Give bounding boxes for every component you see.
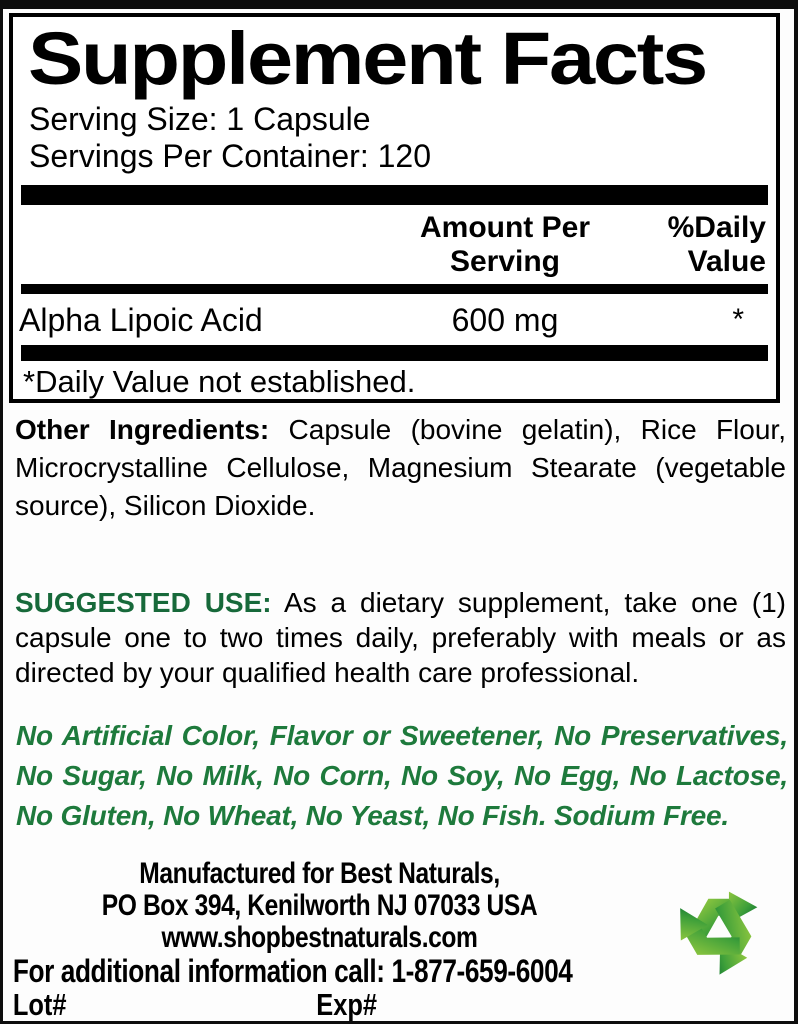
manufactured-for-line: Manufactured for Best Naturals,	[139, 857, 500, 890]
website-line: www.shopbestnaturals.com	[161, 921, 478, 954]
header-amount-per-serving: Amount Per Serving	[419, 211, 590, 278]
ingredient-name: Alpha Lipoic Acid	[19, 302, 263, 338]
address-line: PO Box 394, Kenilworth NJ 07033 USA	[101, 889, 538, 922]
supplement-facts-panel	[9, 13, 780, 403]
suggested-use-paragraph	[15, 585, 786, 690]
suggested-use-text: As a dietary supplement, take one (1) capsule one to two times daily, preferably with meals or as directed by your qualified health care professional.	[15, 587, 786, 688]
exp-date-label: Exp#	[316, 987, 378, 1022]
panel-title: Supplement Facts	[27, 17, 706, 100]
lot-number-label: Lot#	[12, 987, 67, 1022]
recycle-icon	[648, 854, 790, 1006]
serving-size: Serving Size: 1 Capsule	[29, 101, 371, 137]
other-ingredients-text: Capsule (bovine gelatin), Rice Flour, Microcrystalline Cellulose, Magnesium Stearate (vegetable source), Silicon Dioxide.	[15, 414, 786, 521]
divider-bar-thick	[21, 185, 768, 205]
servings-per-container: Servings Per Container: 120	[29, 138, 431, 174]
lot-exp-row	[13, 988, 626, 1022]
ingredient-amount: 600 mg	[451, 302, 559, 338]
footer	[3, 858, 794, 1024]
daily-value-footnote: *Daily Value not established.	[23, 364, 416, 399]
phone-line: For additional information call: 1-877-659-6004	[12, 953, 573, 989]
suggested-use-label: SUGGESTED USE:	[15, 587, 272, 618]
footer-text-block	[3, 858, 626, 1022]
no-additives-claims: No Artificial Color, Flavor or Sweetener, No Preservatives, No Sugar, No Milk, No Corn, No Soy, No Egg, No Lactose, No Gluten, No Wheat, No Yeast, No Fish. Sodium Free.	[16, 720, 788, 831]
divider-bar-heavy	[21, 345, 768, 361]
divider-bar-medium	[21, 284, 768, 294]
ingredient-daily-value: *	[732, 303, 744, 336]
other-ingredients-label: Other Ingredients:	[15, 414, 270, 445]
table-row	[19, 294, 770, 345]
other-ingredients-paragraph	[15, 411, 786, 525]
table-header-row	[19, 205, 770, 284]
header-daily-value: %Daily Value	[667, 211, 766, 278]
